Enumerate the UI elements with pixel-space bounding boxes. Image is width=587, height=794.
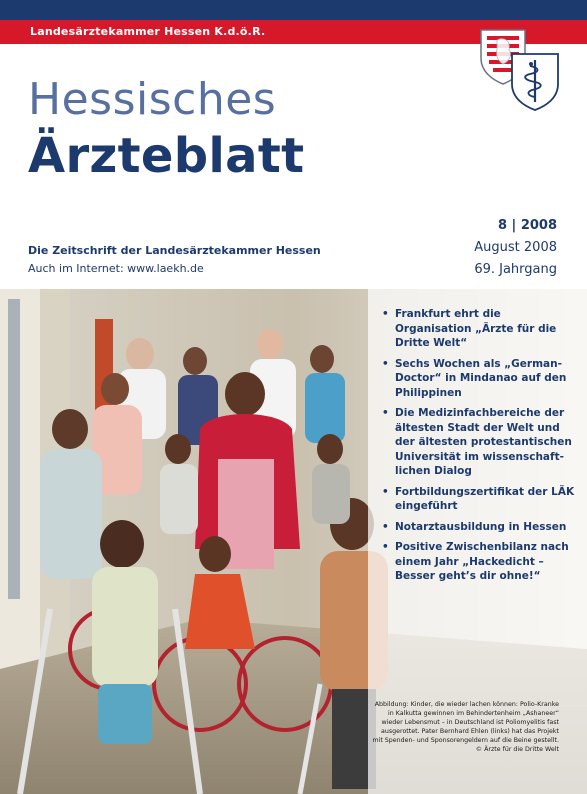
contents-item-1 <box>382 307 580 351</box>
bullet-icon: • <box>382 485 389 498</box>
internet-address: Auch im Internet: www.laekh.de <box>28 262 204 275</box>
issue-volume: 69. Jahrgang <box>474 262 557 277</box>
contents-item-text: Fortbildungszertifikat der LÄK eingeführt <box>395 485 575 512</box>
top-navy-bar <box>0 0 587 20</box>
bullet-icon: • <box>382 308 389 320</box>
issue-number: 8 | 2008 <box>497 218 557 233</box>
issue-month: August 2008 <box>474 240 557 255</box>
contents-item-5 <box>382 520 580 535</box>
masthead-subtitle: Die Zeitschrift der Landesärztekammer Hessen <box>28 244 321 257</box>
org-name: Landesärztekammer Hessen K.d.ö.R. <box>30 25 266 38</box>
contents-item-2 <box>382 357 580 401</box>
contents-item-text: Frankfurt ehrt die Organisation „Ärzte für die Dritte Welt“ <box>395 308 557 349</box>
contents-item-text: Sechs Wochen als „German-Doctor“ in Mindanao auf den Philippinen <box>395 357 567 399</box>
bullet-icon: • <box>382 520 389 533</box>
aesculapius-staff-crest-icon <box>510 52 560 112</box>
contents-item-text: Notarztausbildung in Hessen <box>395 520 567 533</box>
contents-item-text: Die Medizinfachbereiche der ältesten Stadt der Welt und der ältesten protestantischen Universität im wissenschaft-lichen Dialog <box>395 407 572 477</box>
bullet-icon: • <box>382 407 389 419</box>
contents-list <box>382 307 580 590</box>
contents-item-6 <box>382 540 580 584</box>
photo-caption: Abbildung: Kinder, die wieder lachen können: Polio-Kranke in Kalkutta gewinnen im Behindertenheim „Ashaneer“ wieder Lebensmut – in Deutschland ist Poliomyelitis fast ausgerottet. Pater Bernhard Ehlen (links) hat das Projekt mit Spenden- und Sponsorengeldern auf die Beine gestellt. © Ärzte für die Dritte Welt <box>372 701 559 753</box>
contents-item-4 <box>382 485 580 514</box>
contents-item-3 <box>382 406 580 479</box>
contents-item-text: Positive Zwischenbilanz nach einem Jahr „Hackedicht – Besser geht’s dir ohne!“ <box>395 541 569 582</box>
masthead-title-line2: Ärzteblatt <box>28 128 305 184</box>
bullet-icon: • <box>382 357 389 370</box>
bullet-icon: • <box>382 541 389 553</box>
masthead-title-line1: Hessisches <box>28 74 277 125</box>
